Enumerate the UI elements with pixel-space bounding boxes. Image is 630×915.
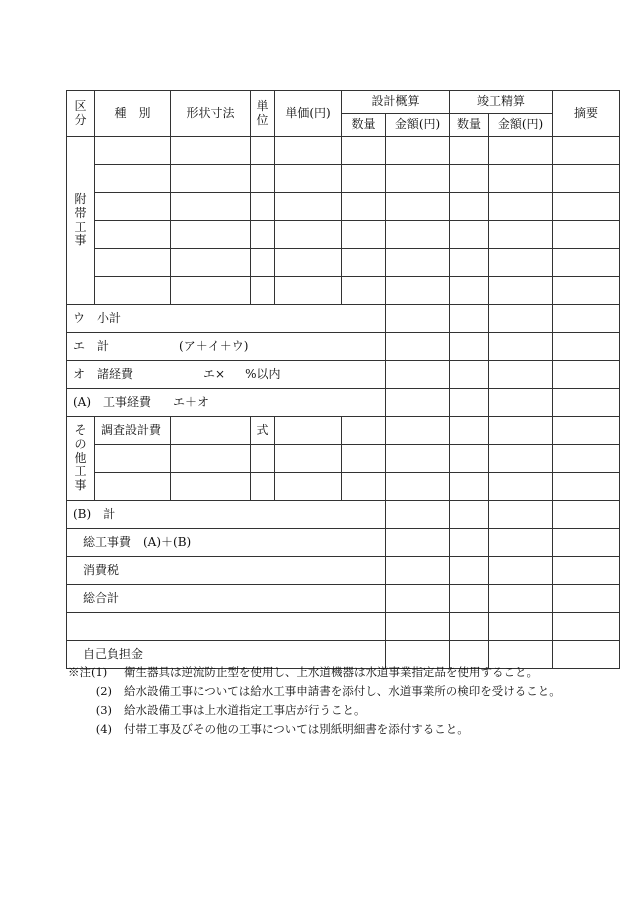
row-u-label: ウ 小計	[67, 305, 386, 333]
note-1: ※注(1) 衛生器具は逆流防止型を使用し、上水道機器は水道事業指定品を使用すること。	[68, 665, 538, 679]
header-kubun: 区分	[67, 91, 95, 137]
header-tani: 単位	[251, 91, 275, 137]
row-e-label: エ 計 (ア＋イ＋ウ)	[67, 333, 386, 361]
note-2: (2) 給水設備工事については給水工事申請書を添付し、水道事業所の検印を受けること。	[95, 684, 561, 698]
row-blank	[67, 613, 620, 641]
row-u	[67, 305, 620, 333]
row-b	[67, 501, 620, 529]
note-3: (3) 給水設備工事は上水道指定工事店が行うこと。	[95, 703, 366, 717]
futai-row	[67, 221, 620, 249]
header-sekkei-kingaku: 金額(円)	[386, 114, 450, 137]
row-a-label: (A) 工事経費 エ＋オ	[67, 389, 386, 417]
futai-row	[67, 193, 620, 221]
row-o	[67, 361, 620, 389]
row-soukoji-label: 総工事費 (A)＋(B)	[67, 529, 386, 557]
row-shohizei-label: 消費税	[67, 557, 386, 585]
sonota-row	[67, 473, 620, 501]
estimate-table	[66, 90, 620, 669]
header-shunko-kingaku: 金額(円)	[489, 114, 553, 137]
futai-row	[67, 165, 620, 193]
sonota-row	[67, 417, 620, 445]
row-sogokei-label: 総合計	[67, 585, 386, 613]
header-keijo: 形状寸法	[171, 91, 251, 137]
header-tekiyo: 摘要	[553, 91, 620, 137]
futai-row	[67, 249, 620, 277]
header-shubetsu: 種 別	[95, 91, 171, 137]
row-o-label: オ 諸経費 エ× %以内	[67, 361, 386, 389]
note-4: (4) 付帯工事及びその他の工事については別紙明細書を添付すること。	[95, 722, 469, 736]
row-jiko-label: 自己負担金	[67, 641, 386, 669]
chosa-unit: 式	[251, 417, 275, 445]
futai-row	[67, 137, 620, 165]
row-sogokei	[67, 585, 620, 613]
notes	[68, 663, 561, 739]
sonota-row	[67, 445, 620, 473]
section-futai: 附帯工事	[67, 137, 95, 305]
header-shunko-suryo: 数量	[450, 114, 489, 137]
futai-row	[67, 277, 620, 305]
row-e	[67, 333, 620, 361]
header-shunko: 竣工精算	[450, 91, 553, 114]
section-sonota: その他工事	[67, 417, 95, 501]
row-soukoji	[67, 529, 620, 557]
row-b-label: (B) 計	[67, 501, 386, 529]
header-tanka: 単価(円)	[275, 91, 342, 137]
header-sekkei: 設計概算	[342, 91, 450, 114]
row-shohizei	[67, 557, 620, 585]
chosa-label: 調査設計費	[95, 417, 171, 445]
header-sekkei-suryo: 数量	[342, 114, 386, 137]
row-a	[67, 389, 620, 417]
